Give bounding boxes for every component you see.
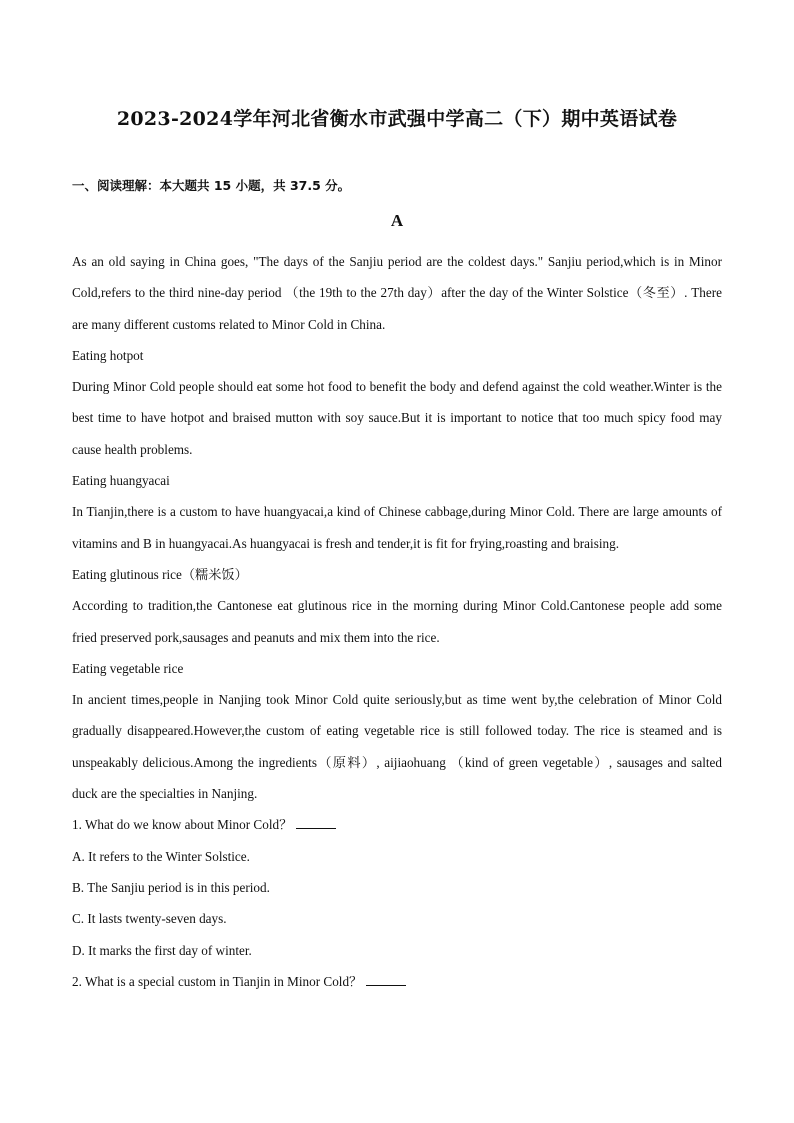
question-1 [72, 809, 722, 840]
question-1-stem: 1. What do we know about Minor Cold？ [72, 817, 293, 833]
question-1-option-c[interactable]: C. It lasts twenty-seven days. [72, 911, 227, 927]
section-heading-vegetable-rice: Eating vegetable rice [72, 660, 184, 676]
section-heading-hotpot: Eating hotpot [72, 347, 144, 363]
section-text-glutinous-rice: According to tradition,the Cantonese eat glutinous rice in the morning during Minor Cold.Cantonese people add some fried preserved pork,sausages and peanuts and mix them into the rice. [72, 598, 722, 645]
question-1-option-d[interactable]: D. It marks the first day of winter. [72, 942, 252, 958]
question-2 [72, 966, 722, 997]
passage-content [72, 246, 722, 997]
section-text-hotpot: During Minor Cold people should eat some hot food to benefit the body and defend against the cold weather.Winter is the best time to have hotpot and braised mutton with soy sauce.But it is important to notice that too much spicy food may cause health problems. [72, 379, 722, 457]
question-2-stem: 2. What is a special custom in Tianjin in Minor Cold？ [72, 973, 363, 989]
section-heading-huangyacai: Eating huangyacai [72, 473, 170, 489]
section-text-huangyacai: In Tianjin,there is a custom to have huangyacai,a kind of Chinese cabbage,during Minor Cold. There are large amounts of vitamins and B in huangyacai.As huangyacai is fresh and tender,it is fit for frying,roasting and braising. [72, 504, 722, 551]
answer-blank[interactable] [296, 816, 336, 829]
passage-intro: As an old saying in China goes, "The days of the Sanjiu period are the coldest days." Sanjiu period,which is in Minor Cold,refers to the third nine-day period （the 19th to the 27th day）after the day of the Winter Solstice（冬至）. There are many different customs related to Minor Cold in China. [72, 254, 722, 332]
question-1-option-b[interactable]: B. The Sanjiu period is in this period. [72, 879, 270, 895]
question-1-option-a[interactable]: A. It refers to the Winter Solstice. [72, 848, 250, 864]
section-heading: 一、阅读理解：本大题共 15 小题，共 37.5 分。 [72, 178, 351, 193]
exam-title: 2023-2024学年河北省衡水市武强中学高二（下）期中英语试卷 [116, 108, 678, 130]
answer-blank[interactable] [366, 973, 406, 986]
section-heading-glutinous-rice: Eating glutinous rice（糯米饭） [72, 566, 248, 582]
section-text-vegetable-rice: In ancient times,people in Nanjing took Minor Cold quite seriously,but as time went by,the celebration of Minor Cold gradually disappeared.However,the custom of eating vegetable rice is still followed today. The rice is steamed and is unspeakably delicious.Among the ingredients（原料）, aijiaohuang （kind of green vegetable）, sausages and salted duck are the specialties in Nanjing. [72, 692, 722, 802]
passage-letter: A [390, 211, 404, 230]
